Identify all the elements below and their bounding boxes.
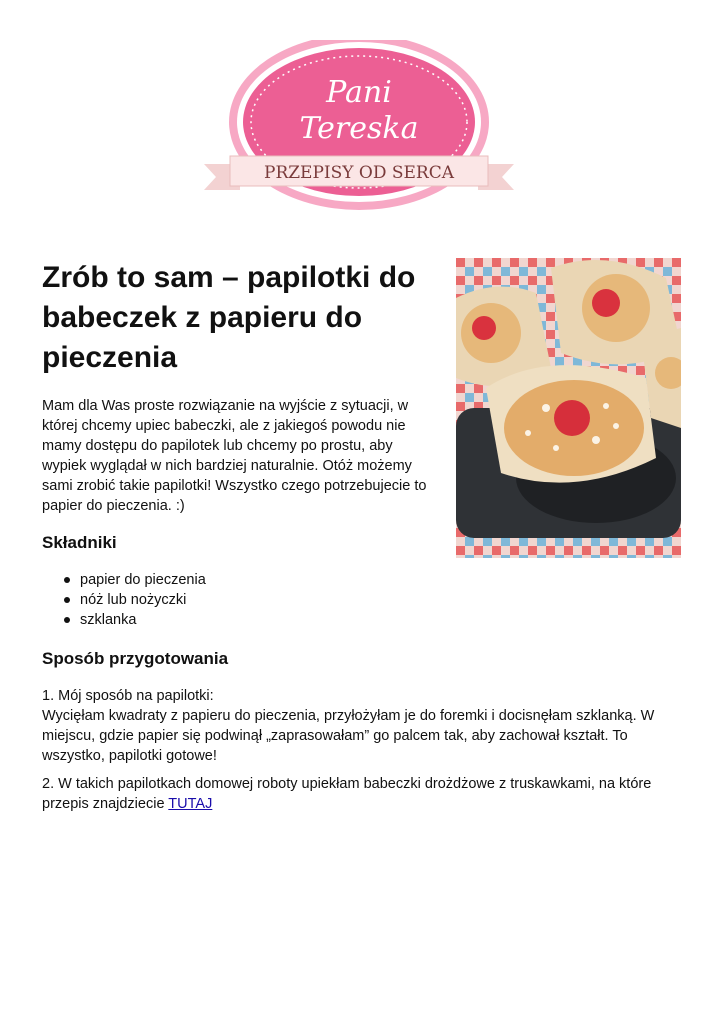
logo-graphic [200,40,518,215]
list-item [80,610,206,630]
ingredient-label: papier do pieczenia [80,572,206,588]
step-2 [42,774,682,814]
ingredient-label: szklanka [80,612,137,628]
bullet-icon [64,577,70,583]
step-2-text: 2. W takich papilotkach domowej roboty upiekłam babeczki drożdżowe z truskawkami, na które przepis znajdziecie [42,776,652,812]
logo-name-line2: Tereska [299,111,419,146]
step-1 [42,686,682,766]
ingredients-list [42,570,206,630]
muffins-photo [456,258,681,558]
article-intro: Mam dla Was proste rozwiązanie na wyjście z sytuacji, w której chcemy upiec babeczki, ale z jakiegoś powodu nie mamy dostępu do papilotek lub chcemy po prostu, aby wypiek wyglądał w nich bardziej naturalnie. Otóż możemy sami zrobić takie papilotki! Wszystko czego potrzebujecie to papier do pieczenia. :) [42,398,427,514]
bullet-icon [64,617,70,623]
ingredient-label: nóż lub nożyczki [80,592,187,608]
ingredients-heading: Składniki [42,533,117,552]
preparation-heading: Sposób przygotowania [42,649,229,668]
article-title: Zrób to sam – papilotki do babeczek z papieru do pieczenia [42,261,416,374]
muffins-photo-graphic [456,258,681,558]
step-1-body: Wycięłam kwadraty z papieru do pieczenia, przyłożyłam je do foremki i docisnęłam szklanką. W miejscu, gdzie papier się podwinął „zaprasowałam” go palcem tak, aby zachował kształt. To wszystko, papilotki gotowe! [42,708,655,764]
logo-name-line1: Pani [326,75,392,110]
list-item [80,570,206,590]
logo-ribbon-text: PRZEPISY OD SERCA [264,163,454,183]
step-1-title: 1. Mój sposób na papilotki: [42,688,214,704]
recipe-link[interactable]: TUTAJ [168,796,213,812]
bullet-icon [64,597,70,603]
list-item [80,590,206,610]
site-logo[interactable] [200,40,518,215]
